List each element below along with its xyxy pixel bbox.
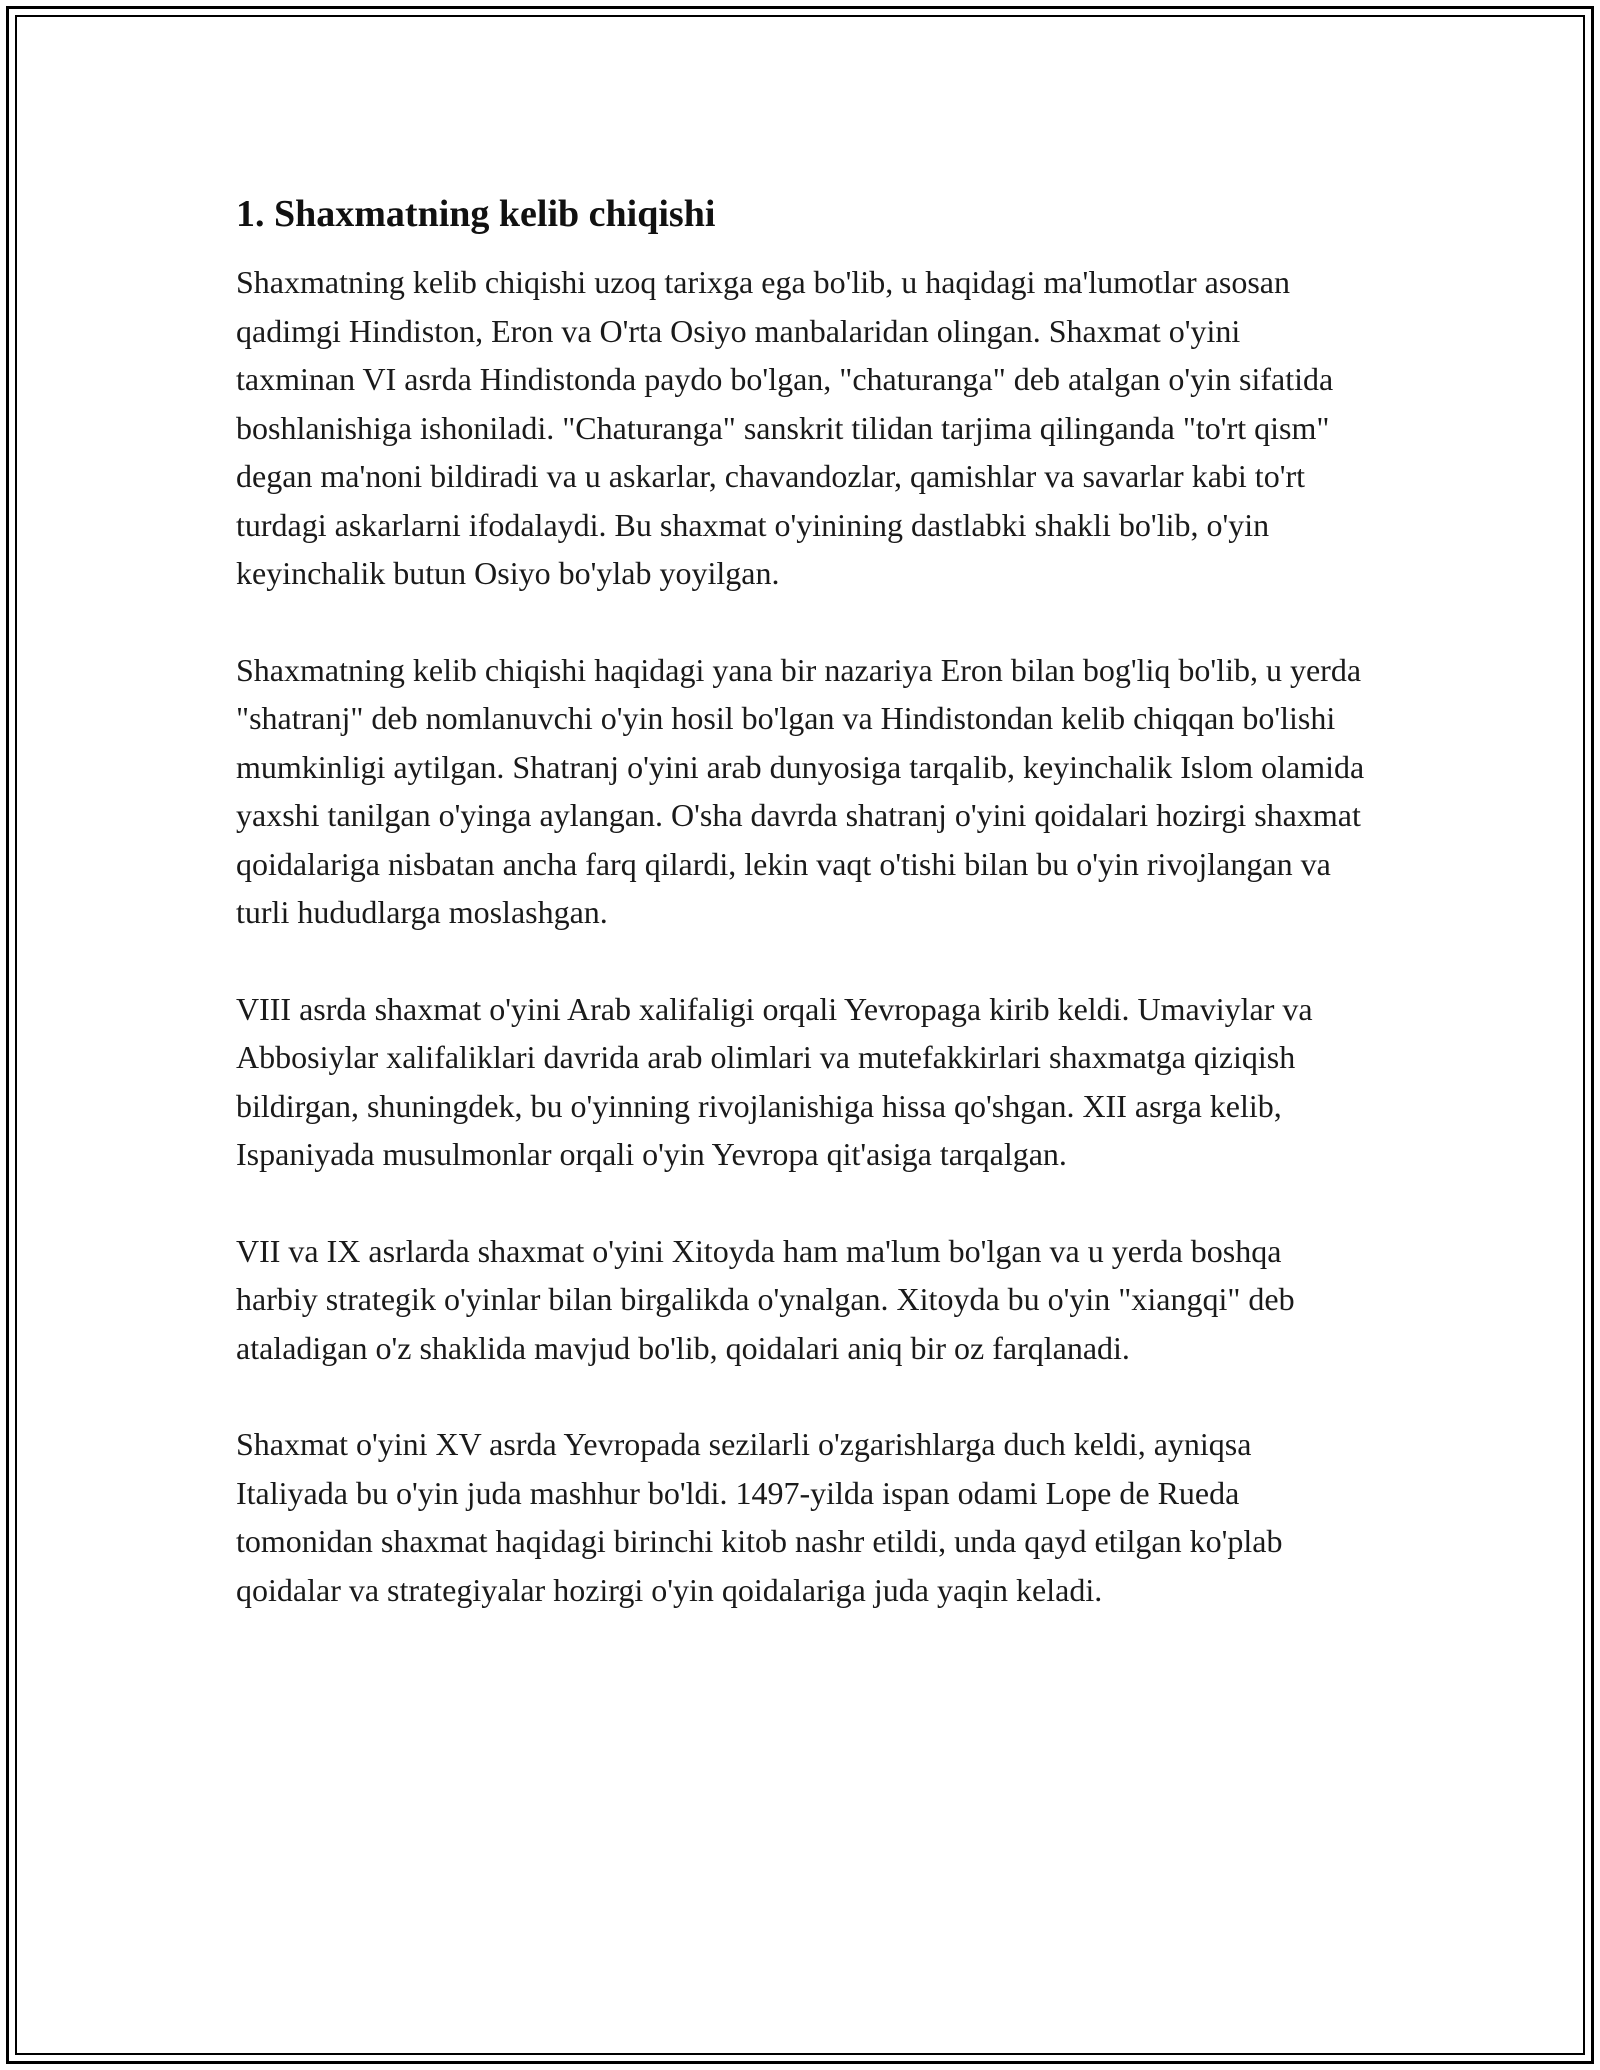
paragraph-2: Shaxmatning kelib chiqishi haqidagi yana bir nazariya Eron bilan bog'liq bo'lib, u yerda "shatranj" deb nomlanuvchi o'yin hosil bo'lgan va Hindistondan kelib chiqqan bo'lishi mumkinligi aytilgan. Shatranj o'yini arab dunyosiga tarqalib, keyinchalik Islom olamida yaxshi tanilgan o'yinga aylangan. O'sha davrda shatranj o'yini qoidalari hozirgi shaxmat qoidalariga nisbatan ancha farq qilardi, lekin vaqt o'tishi bilan bu o'yin rivojlangan va turli hududlarga moslashgan.: [236, 651, 1365, 930]
paragraph-4: VII va IX asrlarda shaxmat o'yini Xitoyda ham ma'lum bo'lgan va u yerda boshqa harbiy strategik o'yinlar bilan birgalikda o'ynalgan. Xitoyda bu o'yin "xiangqi" deb ataladigan o'z shaklida mavjud bo'lib, qoidalari aniq bir oz farqlanadi.: [236, 1232, 1295, 1366]
paragraph-1: Shaxmatning kelib chiqishi uzoq tarixga ega bo'lib, u haqidagi ma'lumotlar asosan qadimgi Hindiston, Eron va O'rta Osiyo manbalaridan olingan. Shaxmat o'yini taxminan VI asrda Hindistonda paydo bo'lgan, "chaturanga" deb atalgan o'yin sifatida boshlanishiga ishoniladi. "Chaturanga" sanskrit tilidan tarjima qilinganda "to'rt qism" degan ma'noni bildiradi va u askarlar, chavandozlar, qamishlar va savarlar kabi to'rt turdagi askarlarni ifodalaydi. Bu shaxmat o'yinining dastlabki shakli bo'lib, o'yin keyinchalik butun Osiyo bo'ylab yoyilgan.: [236, 264, 1334, 591]
document-body: [236, 190, 1366, 1662]
section-title: 1. Shaxmatning kelib chiqishi: [236, 193, 716, 235]
paragraph-5: Shaxmat o'yini XV asrda Yevropada sezilarli o'zgarishlarga duch keldi, ayniqsa Italiyada bu o'yin juda mashhur bo'ldi. 1497-yilda ispan odami Lope de Rueda tomonidan shaxmat haqidagi birinchi kitob nashr etildi, unda qayd etilgan ko'plab qoidalar va strategiyalar hozirgi o'yin qoidalariga juda yaqin keladi.: [236, 1426, 1283, 1608]
paragraph-3: VIII asrda shaxmat o'yini Arab xalifaligi orqali Yevropaga kirib keldi. Umaviylar va Abbosiylar xalifaliklari davrida arab olimlari va mutefakkirlari shaxmatga qiziqish bildirgan, shuningdek, bu o'yinning rivojlanishiga hissa qo'shgan. XII asrga kelib, Ispaniyada musulmonlar orqali o'yin Yevropa qit'asiga tarqalgan.: [236, 990, 1313, 1172]
